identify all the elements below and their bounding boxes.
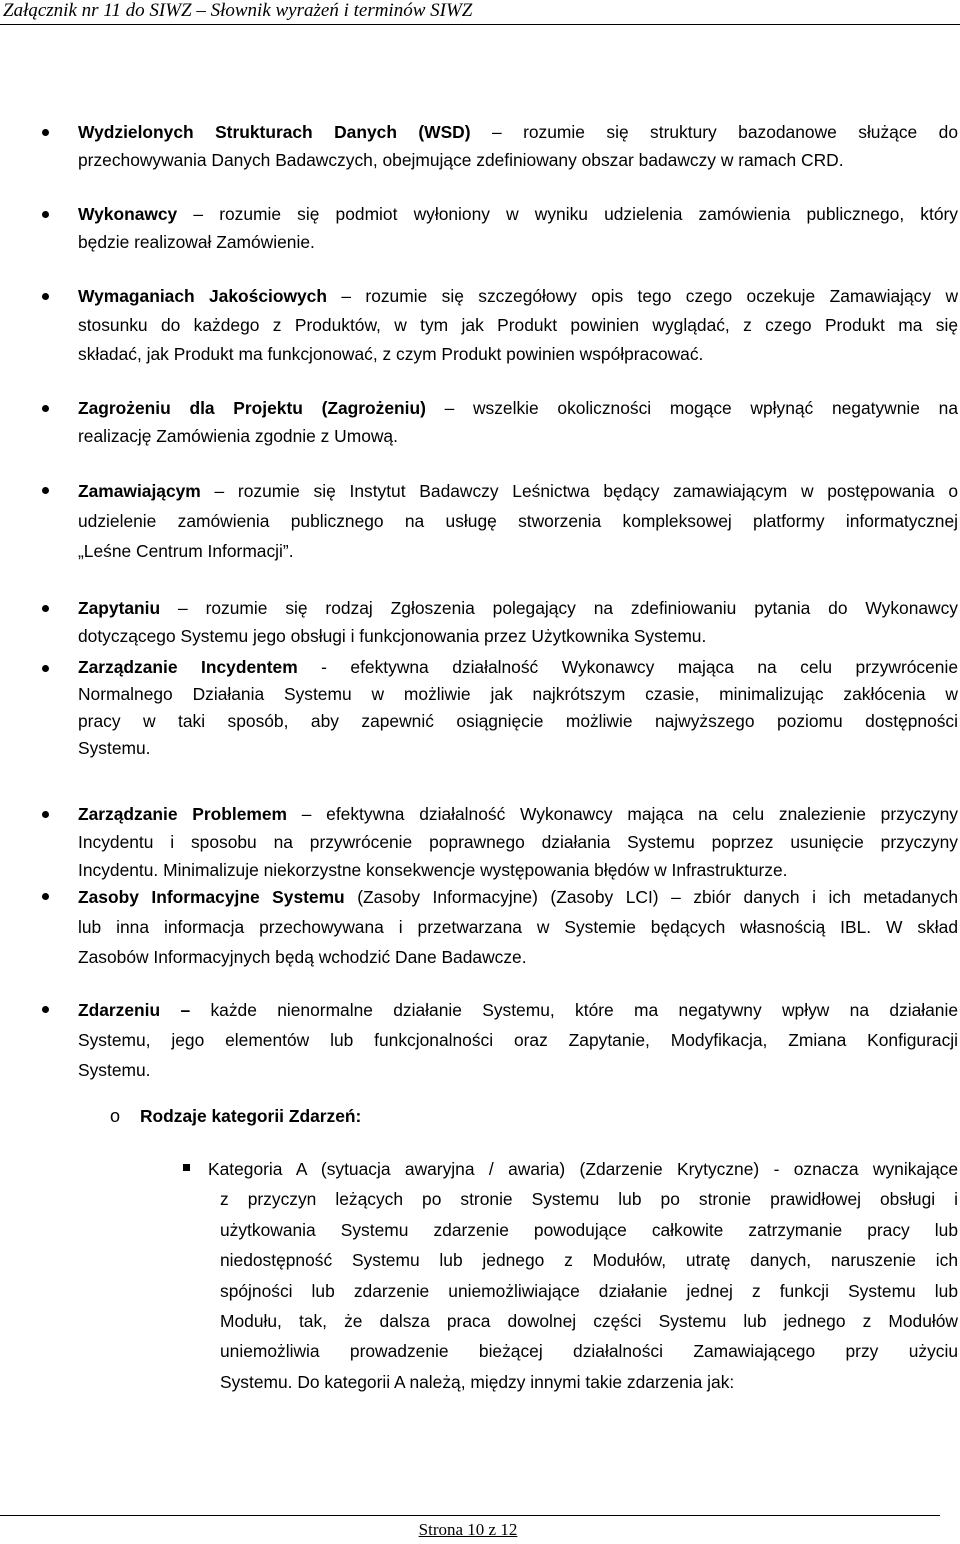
definition-text: „Leśne Centrum Informacji”.: [78, 541, 294, 561]
bullet-icon: [42, 893, 49, 900]
definition-text: każde nienormalne działanie Systemu, które ma negatywny wpływ na działanie: [190, 1000, 959, 1020]
definition-item: [78, 800, 958, 884]
category-line: spójności lub zdarzenie uniemożliwiające działanie jednej z funkcji Systemu lub: [220, 1280, 958, 1301]
definition-term: Zagrożeniu dla Projektu (Zagrożeniu): [78, 398, 426, 418]
category-line: z przyczyn leżących po stronie Systemu lub po stronie prawidłowej obsługi i: [220, 1189, 958, 1210]
definition-text: – wszelkie okoliczności mogące wpłynąć negatywnie na: [425, 398, 958, 418]
definition-item: [78, 476, 958, 566]
category-line: Kategoria A (sytuacja awaryjna / awaria) (Zdarzenie Krytyczne) - oznacza wynikające: [208, 1159, 958, 1179]
definition-line: [78, 594, 958, 622]
definition-text: – rozumie się podmiot wyłoniony w wyniku udzielenia zamówienia publicznego, który: [177, 204, 958, 224]
definition-term: Wymaganiach Jakościowych: [78, 286, 327, 306]
definition-text: stosunku do każdego z Produktów, w tym jak Produkt powinien wyglądać, z czego Produkt ma się: [78, 315, 958, 335]
definition-text: Incydentu i sposobu na przywrócenie poprawnego działania Systemu poprzez usunięcie przyczyny: [78, 832, 958, 852]
definition-term: Wydzielonych Strukturach Danych (WSD): [78, 122, 471, 142]
bullet-icon: [42, 487, 49, 494]
definition-text: – rozumie się szczegółowy opis tego czego oczekuje Zamawiający w: [326, 286, 959, 306]
category-line: Systemu. Do kategorii A należą, między innymi takie zdarzenia jak:: [220, 1371, 735, 1392]
definition-line: [78, 735, 958, 762]
category-line: Modułu, tak, że dalsza praca dowolnej części Systemu lub jednego z Modułów: [220, 1311, 958, 1332]
definition-text: dotyczącego Systemu jego obsługi i funkcjonowania przez Użytkownika Systemu.: [78, 626, 707, 646]
category-line: niedostępność Systemu lub jednego z Modułów, utratę danych, naruszenie ich: [220, 1250, 958, 1271]
definition-text: Normalnego Działania Systemu w możliwie jak najkrótszym czasie, minimalizując zakłócenia w: [78, 684, 958, 704]
definition-line: [78, 942, 958, 972]
definition-item: [78, 594, 958, 650]
definition-line: [78, 1055, 958, 1085]
bullet-icon: [42, 605, 49, 612]
definition-line: [78, 228, 958, 256]
definition-line: [78, 476, 958, 506]
bullet-icon: [42, 405, 49, 412]
definition-text: Zasobów Informacyjnych będą wchodzić Dane Badawcze.: [78, 947, 527, 967]
definition-text: Systemu.: [78, 1060, 151, 1080]
definition-line: [78, 422, 958, 450]
category-a-definition: [208, 1154, 958, 1397]
definition-item: [78, 995, 958, 1085]
definition-line: [78, 654, 958, 681]
definition-line: [78, 882, 958, 912]
definition-text: Systemu.: [78, 738, 151, 758]
footer-divider: [0, 1515, 940, 1516]
definition-line: [78, 995, 958, 1025]
document-header: Załącznik nr 11 do SIWZ – Słownik wyrażeń i terminów SIWZ: [3, 0, 473, 21]
definition-text: udzielenie zamówienia publicznego na usługę stworzenia kompleksowej platformy informatycznej: [78, 511, 958, 531]
definition-text: przechowywania Danych Badawczych, obejmujące zdefiniowany obszar badawczy w ramach CRD.: [78, 150, 844, 170]
definition-text: Systemu, jego elementów lub funkcjonalności oraz Zapytanie, Modyfikacja, Zmiana Konfiguracji: [78, 1030, 958, 1050]
definition-item: [78, 118, 958, 174]
definition-item: [78, 654, 958, 762]
definition-line: [78, 622, 958, 650]
sublist-bullet: o: [110, 1106, 121, 1126]
definition-line: [78, 146, 958, 174]
bullet-icon: [42, 211, 49, 218]
definition-line: [78, 506, 958, 536]
definition-line: [78, 912, 958, 942]
definition-text: – rozumie się Instytut Badawczy Leśnictwa będący zamawiającym w postępowania o: [200, 481, 958, 501]
definition-line: [78, 394, 958, 422]
definition-text: pracy w taki sposób, aby zapewnić osiągnięcie możliwie najwyższego poziomu dostępności: [78, 711, 958, 731]
definition-line: [78, 536, 958, 566]
bullet-icon: [42, 811, 49, 818]
bullet-icon: [42, 293, 49, 300]
definition-text: będzie realizował Zamówienie.: [78, 232, 315, 252]
definition-line: [78, 800, 958, 828]
definition-item: [78, 394, 958, 450]
definition-line: [78, 282, 958, 311]
definition-item: [78, 882, 958, 972]
definition-text: lub inna informacja przechowywana i przetwarzana w Systemie będących własnością IBL. W skład: [78, 917, 958, 937]
definition-term: Zarządzanie Incydentem: [78, 657, 298, 677]
category-line: uniemożliwia prowadzenie bieżącej działalności Zamawiającego przy użyciu: [220, 1341, 958, 1362]
definition-text: - efektywna działalność Wykonawcy mająca na celu przywrócenie: [297, 657, 958, 677]
definition-line: [78, 708, 958, 735]
definition-term: Zapytaniu: [78, 598, 161, 618]
bullet-icon: [42, 1006, 49, 1013]
definition-term: Zamawiającym: [78, 481, 201, 501]
definition-line: [78, 200, 958, 228]
subsection-heading: Rodzaje kategorii Zdarzeń:: [140, 1106, 362, 1126]
definition-line: [78, 340, 958, 369]
definition-line: [78, 856, 958, 884]
definition-term: Zarządzanie Problemem: [78, 804, 288, 824]
definition-text: Incydentu. Minimalizuje niekorzystne konsekwencje występowania błędów w Infrastrukturze.: [78, 860, 788, 880]
definition-text: – efektywna działalność Wykonawcy mająca na celu znalezienie przyczyny: [287, 804, 958, 824]
definition-item: [78, 282, 958, 369]
definition-text: – rozumie się struktury bazodanowe służące do: [470, 122, 958, 142]
definition-text: składać, jak Produkt ma funkcjonować, z czym Produkt powinien współpracować.: [78, 344, 704, 364]
definition-item: [78, 200, 958, 256]
page-number: Strona 10 z 12: [418, 1520, 518, 1539]
bullet-icon: [42, 129, 49, 136]
term-dash: –: [160, 1000, 191, 1020]
definition-text: realizację Zamówienia zgodnie z Umową.: [78, 426, 398, 446]
definition-term: Wykonawcy: [78, 204, 178, 224]
square-bullet: [183, 1164, 190, 1171]
header-divider: [0, 24, 960, 25]
definition-line: [78, 1025, 958, 1055]
definition-text: (Zasoby Informacyjne) (Zasoby LCI) – zbiór danych i ich metadanych: [344, 887, 959, 907]
definition-term: Zasoby Informacyjne Systemu: [78, 887, 345, 907]
definition-line: [78, 311, 958, 340]
definition-term: Zdarzeniu: [78, 1000, 161, 1020]
category-line: użytkowania Systemu zdarzenie powodujące całkowite zatrzymanie pracy lub: [220, 1219, 958, 1240]
bullet-icon: [42, 665, 49, 672]
definition-line: [78, 118, 958, 146]
definition-line: [78, 681, 958, 708]
definition-text: – rozumie się rodzaj Zgłoszenia polegający na zdefiniowaniu pytania do Wykonawcy: [160, 598, 958, 618]
definition-line: [78, 828, 958, 856]
